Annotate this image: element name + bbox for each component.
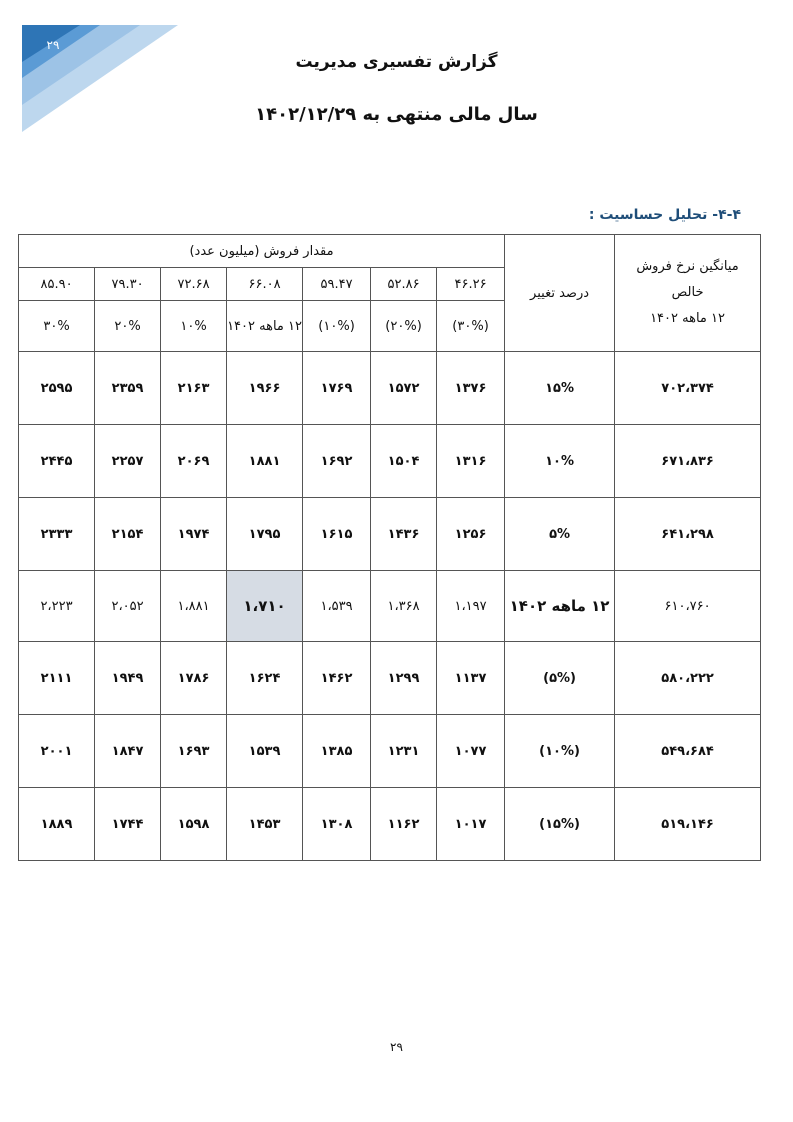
change-cell: ۱۰% <box>505 425 615 498</box>
quantity-value-header: ۴۶.۲۶ <box>437 268 505 301</box>
value-cell: ۱۶۲۴ <box>227 642 303 715</box>
table-row <box>19 352 761 425</box>
report-subtitle: سال مالی منتهی به ۱۴۰۲/۱۲/۲۹ <box>255 104 538 125</box>
value-cell: ۲۳۵۹ <box>95 352 161 425</box>
value-cell: ۲۰۰۱ <box>19 715 95 788</box>
rate-header-line: میانگین نرخ فروش <box>636 259 739 274</box>
quantity-header: مقدار فروش (میلیون عدد) <box>19 235 505 268</box>
value-cell: ۱۴۳۶ <box>371 498 437 571</box>
value-cell: ۱۶۹۳ <box>161 715 227 788</box>
footer-page-number: ۲۹ <box>390 1040 403 1054</box>
value-cell: ۱۳۷۶ <box>437 352 505 425</box>
quantity-change-header: (۱۰%) <box>303 301 371 352</box>
quantity-change-header: ۱۲ ماهه ۱۴۰۲ <box>227 301 303 352</box>
value-cell: ۱۸۸۹ <box>19 788 95 861</box>
value-cell: ۲۲۵۷ <box>95 425 161 498</box>
report-title: گزارش تفسیری مدیریت <box>295 52 498 72</box>
value-cell: ۱۵۰۴ <box>371 425 437 498</box>
value-cell: ۱۵۹۸ <box>161 788 227 861</box>
value-cell: ۱۹۶۶ <box>227 352 303 425</box>
value-cell: ۱،۱۹۷ <box>437 571 505 642</box>
rate-cell: ۶۴۱،۲۹۸ <box>615 498 761 571</box>
value-cell: ۲۳۳۳ <box>19 498 95 571</box>
value-cell: ۱۱۶۲ <box>371 788 437 861</box>
quantity-change-header: ۱۰% <box>161 301 227 352</box>
value-cell: ۲۱۵۴ <box>95 498 161 571</box>
rate-header <box>615 235 761 352</box>
value-cell: ۲۴۴۵ <box>19 425 95 498</box>
rate-cell: ۵۱۹،۱۴۶ <box>615 788 761 861</box>
change-cell: (۵%) <box>505 642 615 715</box>
value-cell: ۱۵۳۹ <box>227 715 303 788</box>
value-cell: ۱،۳۶۸ <box>371 571 437 642</box>
value-cell: ۲،۰۵۲ <box>95 571 161 642</box>
quantity-value-header: ۷۹.۳۰ <box>95 268 161 301</box>
quantity-change-header: ۲۰% <box>95 301 161 352</box>
value-cell: ۱۹۴۹ <box>95 642 161 715</box>
table-row <box>19 715 761 788</box>
value-cell: ۱۴۶۲ <box>303 642 371 715</box>
value-cell: ۱،۸۸۱ <box>161 571 227 642</box>
value-cell: ۱۰۱۷ <box>437 788 505 861</box>
rate-cell: ۵۸۰،۲۲۲ <box>615 642 761 715</box>
value-cell: ۱،۷۱۰ <box>227 571 303 642</box>
rate-cell: ۷۰۲،۳۷۴ <box>615 352 761 425</box>
change-cell: (۱۰%) <box>505 715 615 788</box>
value-cell: ۱۷۹۵ <box>227 498 303 571</box>
value-cell: ۲۵۹۵ <box>19 352 95 425</box>
value-cell: ۱۳۰۸ <box>303 788 371 861</box>
rate-header-line: ۱۲ ماهه ۱۴۰۲ <box>650 311 725 326</box>
quantity-value-header: ۶۶.۰۸ <box>227 268 303 301</box>
quantity-change-header: (۳۰%) <box>437 301 505 352</box>
table-row <box>19 642 761 715</box>
value-cell: ۲۰۶۹ <box>161 425 227 498</box>
value-cell: ۱۶۱۵ <box>303 498 371 571</box>
value-cell: ۱،۵۳۹ <box>303 571 371 642</box>
value-cell: ۱۸۴۷ <box>95 715 161 788</box>
value-cell: ۱۰۷۷ <box>437 715 505 788</box>
value-cell: ۱۷۴۴ <box>95 788 161 861</box>
value-cell: ۲۱۶۳ <box>161 352 227 425</box>
table-row <box>19 498 761 571</box>
quantity-value-header: ۵۹.۴۷ <box>303 268 371 301</box>
change-cell: ۱۵% <box>505 352 615 425</box>
value-cell: ۱۲۵۶ <box>437 498 505 571</box>
sensitivity-table <box>18 234 761 861</box>
quantity-value-header: ۸۵.۹۰ <box>19 268 95 301</box>
quantity-change-header: ۳۰% <box>19 301 95 352</box>
rate-header-line: خالص <box>671 285 704 300</box>
value-cell: ۱۸۸۱ <box>227 425 303 498</box>
value-cell: ۱۹۷۴ <box>161 498 227 571</box>
quantity-value-header: ۷۲.۶۸ <box>161 268 227 301</box>
page-number-badge: ۲۹ <box>46 38 60 52</box>
value-cell: ۱۷۸۶ <box>161 642 227 715</box>
value-cell: ۱۳۱۶ <box>437 425 505 498</box>
table-row <box>19 788 761 861</box>
quantity-change-header: (۲۰%) <box>371 301 437 352</box>
value-cell: ۱۲۳۱ <box>371 715 437 788</box>
quantity-value-header: ۵۲.۸۶ <box>371 268 437 301</box>
change-header: درصد تغییر <box>505 235 615 352</box>
table-row <box>19 571 761 642</box>
value-cell: ۱۲۹۹ <box>371 642 437 715</box>
change-cell: ۵% <box>505 498 615 571</box>
change-cell: (۱۵%) <box>505 788 615 861</box>
value-cell: ۱۱۳۷ <box>437 642 505 715</box>
section-heading: ۴-۴- تحلیل حساسیت : <box>588 207 741 223</box>
rate-cell: ۵۴۹،۶۸۴ <box>615 715 761 788</box>
value-cell: ۲۱۱۱ <box>19 642 95 715</box>
change-cell: ۱۲ ماهه ۱۴۰۲ <box>505 571 615 642</box>
table-row <box>19 425 761 498</box>
value-cell: ۱۴۵۳ <box>227 788 303 861</box>
value-cell: ۱۶۹۲ <box>303 425 371 498</box>
rate-cell: ۶۱۰،۷۶۰ <box>615 571 761 642</box>
value-cell: ۲،۲۲۳ <box>19 571 95 642</box>
value-cell: ۱۵۷۲ <box>371 352 437 425</box>
rate-cell: ۶۷۱،۸۳۶ <box>615 425 761 498</box>
value-cell: ۱۳۸۵ <box>303 715 371 788</box>
value-cell: ۱۷۶۹ <box>303 352 371 425</box>
